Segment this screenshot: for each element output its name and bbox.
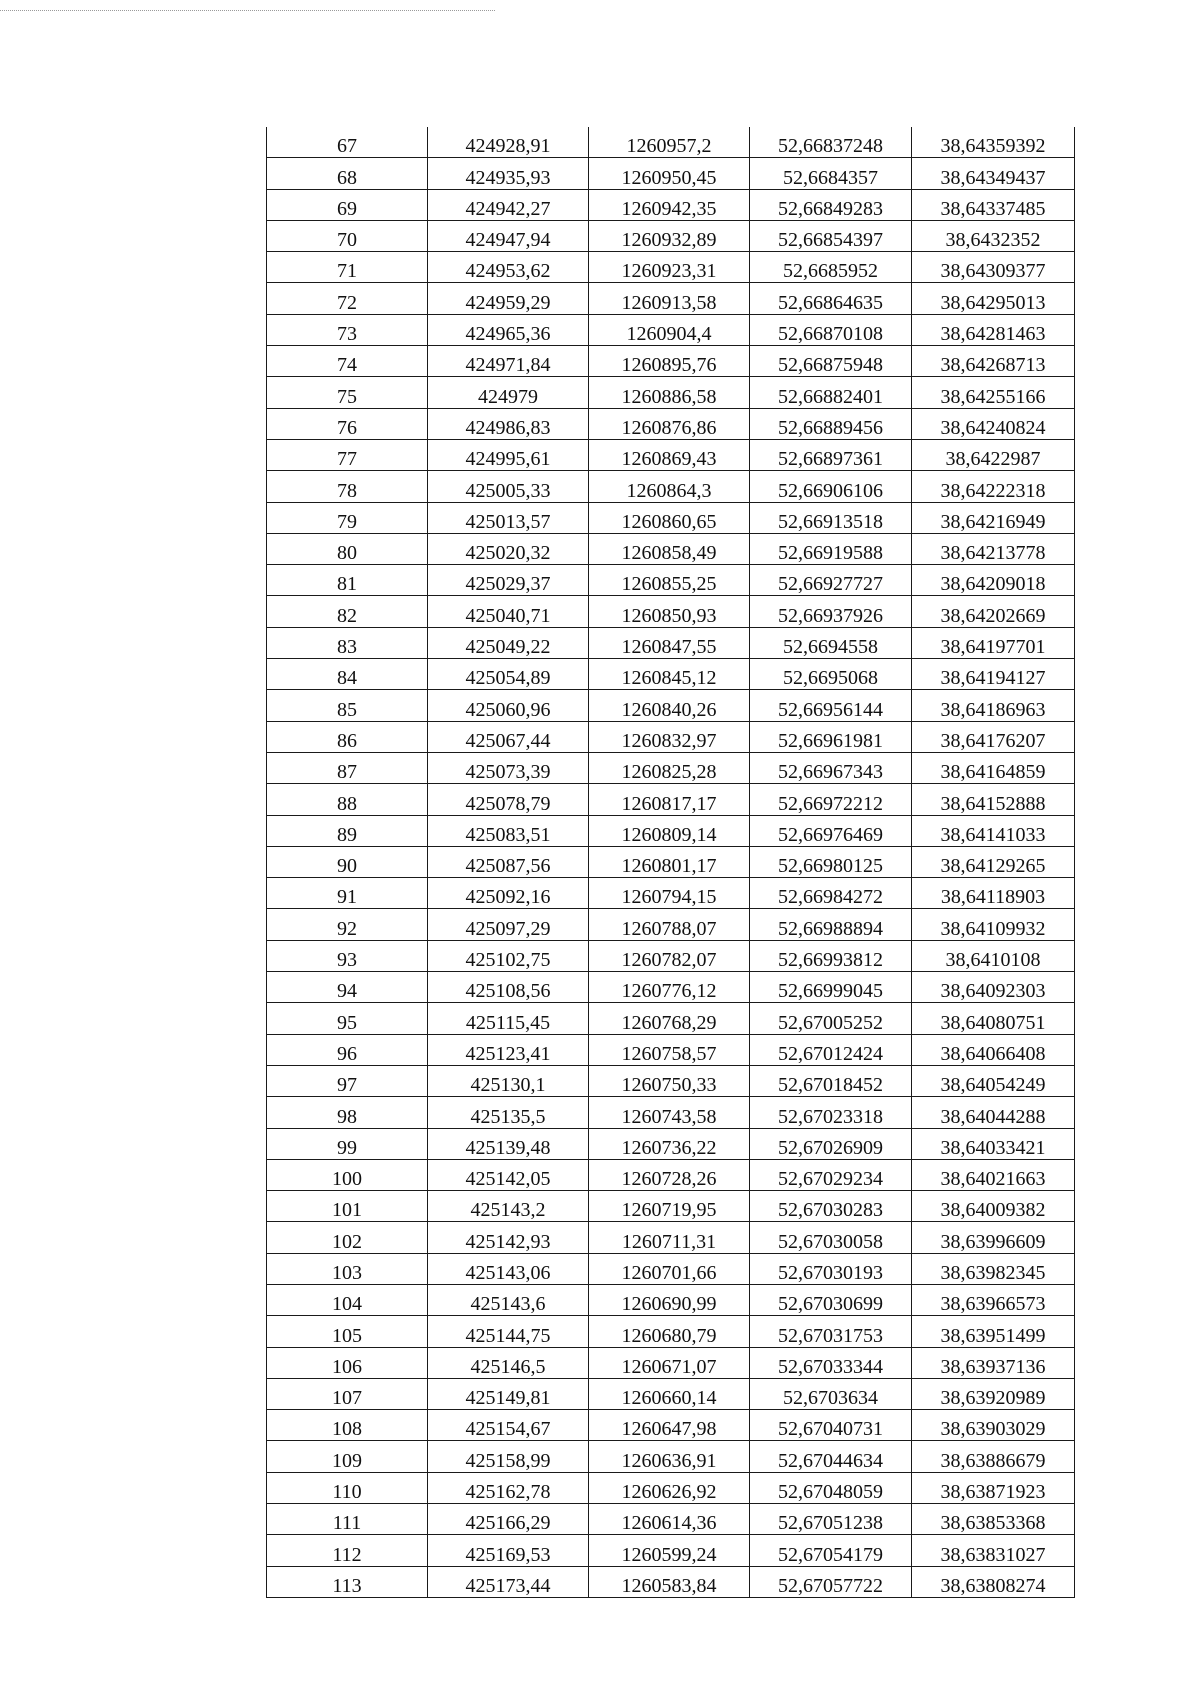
- longitude-cell: 38,64176207: [912, 721, 1075, 752]
- y-coordinate-cell: 1260855,25: [589, 565, 750, 596]
- y-coordinate-cell: 1260904,4: [589, 314, 750, 345]
- y-coordinate-cell: 1260758,57: [589, 1034, 750, 1065]
- latitude-cell: 52,67040731: [750, 1410, 912, 1441]
- table-row: [267, 721, 1075, 752]
- point-number-cell: 84: [267, 659, 428, 690]
- point-number-cell: 67: [267, 127, 428, 158]
- latitude-cell: 52,66976469: [750, 815, 912, 846]
- point-number-cell: 109: [267, 1441, 428, 1472]
- table-row: [267, 815, 1075, 846]
- point-number-cell: 106: [267, 1347, 428, 1378]
- y-coordinate-cell: 1260801,17: [589, 846, 750, 877]
- y-coordinate-cell: 1260788,07: [589, 909, 750, 940]
- coordinates-table-body: [267, 127, 1075, 1597]
- y-coordinate-cell: 1260719,95: [589, 1191, 750, 1222]
- x-coordinate-cell: 425166,29: [428, 1504, 589, 1535]
- table-row: [267, 346, 1075, 377]
- x-coordinate-cell: 425130,1: [428, 1065, 589, 1096]
- point-number-cell: 95: [267, 1003, 428, 1034]
- table-row: [267, 1347, 1075, 1378]
- latitude-cell: 52,66919588: [750, 533, 912, 564]
- longitude-cell: 38,64222318: [912, 471, 1075, 502]
- latitude-cell: 52,66984272: [750, 878, 912, 909]
- point-number-cell: 72: [267, 283, 428, 314]
- point-number-cell: 69: [267, 189, 428, 220]
- x-coordinate-cell: 425013,57: [428, 502, 589, 533]
- table-row: [267, 565, 1075, 596]
- point-number-cell: 102: [267, 1222, 428, 1253]
- longitude-cell: 38,64092303: [912, 972, 1075, 1003]
- table-row: [267, 1284, 1075, 1315]
- y-coordinate-cell: 1260809,14: [589, 815, 750, 846]
- point-number-cell: 70: [267, 220, 428, 251]
- point-number-cell: 87: [267, 752, 428, 783]
- longitude-cell: 38,64281463: [912, 314, 1075, 345]
- latitude-cell: 52,6703634: [750, 1378, 912, 1409]
- point-number-cell: 110: [267, 1472, 428, 1503]
- x-coordinate-cell: 425142,05: [428, 1159, 589, 1190]
- longitude-cell: 38,64118903: [912, 878, 1075, 909]
- y-coordinate-cell: 1260750,33: [589, 1065, 750, 1096]
- table-row: [267, 940, 1075, 971]
- table-row: [267, 690, 1075, 721]
- point-number-cell: 71: [267, 252, 428, 283]
- table-row: [267, 1441, 1075, 1472]
- y-coordinate-cell: 1260817,17: [589, 784, 750, 815]
- point-number-cell: 100: [267, 1159, 428, 1190]
- latitude-cell: 52,66906106: [750, 471, 912, 502]
- y-coordinate-cell: 1260636,91: [589, 1441, 750, 1472]
- table-row: [267, 252, 1075, 283]
- latitude-cell: 52,66889456: [750, 408, 912, 439]
- x-coordinate-cell: 425143,6: [428, 1284, 589, 1315]
- point-number-cell: 80: [267, 533, 428, 564]
- table-row: [267, 1065, 1075, 1096]
- point-number-cell: 85: [267, 690, 428, 721]
- y-coordinate-cell: 1260876,86: [589, 408, 750, 439]
- point-number-cell: 107: [267, 1378, 428, 1409]
- latitude-cell: 52,66927727: [750, 565, 912, 596]
- latitude-cell: 52,6695068: [750, 659, 912, 690]
- y-coordinate-cell: 1260950,45: [589, 158, 750, 189]
- x-coordinate-cell: 425097,29: [428, 909, 589, 940]
- longitude-cell: 38,64044288: [912, 1097, 1075, 1128]
- x-coordinate-cell: 425108,56: [428, 972, 589, 1003]
- y-coordinate-cell: 1260599,24: [589, 1535, 750, 1566]
- longitude-cell: 38,64066408: [912, 1034, 1075, 1065]
- point-number-cell: 92: [267, 909, 428, 940]
- latitude-cell: 52,67023318: [750, 1097, 912, 1128]
- table-row: [267, 659, 1075, 690]
- latitude-cell: 52,66897361: [750, 439, 912, 470]
- latitude-cell: 52,67026909: [750, 1128, 912, 1159]
- latitude-cell: 52,66956144: [750, 690, 912, 721]
- table-row: [267, 784, 1075, 815]
- longitude-cell: 38,64213778: [912, 533, 1075, 564]
- x-coordinate-cell: 425143,2: [428, 1191, 589, 1222]
- table-row: [267, 1159, 1075, 1190]
- table-row: [267, 1378, 1075, 1409]
- y-coordinate-cell: 1260660,14: [589, 1378, 750, 1409]
- x-coordinate-cell: 424953,62: [428, 252, 589, 283]
- point-number-cell: 68: [267, 158, 428, 189]
- x-coordinate-cell: 424935,93: [428, 158, 589, 189]
- longitude-cell: 38,63808274: [912, 1566, 1075, 1597]
- y-coordinate-cell: 1260743,58: [589, 1097, 750, 1128]
- point-number-cell: 97: [267, 1065, 428, 1096]
- longitude-cell: 38,64202669: [912, 596, 1075, 627]
- latitude-cell: 52,67018452: [750, 1065, 912, 1096]
- x-coordinate-cell: 425139,48: [428, 1128, 589, 1159]
- x-coordinate-cell: 425146,5: [428, 1347, 589, 1378]
- x-coordinate-cell: 425149,81: [428, 1378, 589, 1409]
- y-coordinate-cell: 1260840,26: [589, 690, 750, 721]
- longitude-cell: 38,63982345: [912, 1253, 1075, 1284]
- longitude-cell: 38,64359392: [912, 127, 1075, 158]
- x-coordinate-cell: 424979: [428, 377, 589, 408]
- latitude-cell: 52,67051238: [750, 1504, 912, 1535]
- table-row: [267, 1566, 1075, 1597]
- table-row: [267, 1222, 1075, 1253]
- y-coordinate-cell: 1260860,65: [589, 502, 750, 533]
- y-coordinate-cell: 1260583,84: [589, 1566, 750, 1597]
- table-row: [267, 533, 1075, 564]
- point-number-cell: 112: [267, 1535, 428, 1566]
- x-coordinate-cell: 424965,36: [428, 314, 589, 345]
- latitude-cell: 52,67031753: [750, 1316, 912, 1347]
- table-row: [267, 1535, 1075, 1566]
- longitude-cell: 38,63996609: [912, 1222, 1075, 1253]
- y-coordinate-cell: 1260647,98: [589, 1410, 750, 1441]
- table-row: [267, 314, 1075, 345]
- y-coordinate-cell: 1260845,12: [589, 659, 750, 690]
- x-coordinate-cell: 424947,94: [428, 220, 589, 251]
- latitude-cell: 52,6694558: [750, 627, 912, 658]
- table-row: [267, 878, 1075, 909]
- longitude-cell: 38,64349437: [912, 158, 1075, 189]
- longitude-cell: 38,63903029: [912, 1410, 1075, 1441]
- table-row: [267, 909, 1075, 940]
- table-row: [267, 972, 1075, 1003]
- y-coordinate-cell: 1260832,97: [589, 721, 750, 752]
- table-row: [267, 1003, 1075, 1034]
- latitude-cell: 52,67030699: [750, 1284, 912, 1315]
- y-coordinate-cell: 1260776,12: [589, 972, 750, 1003]
- latitude-cell: 52,66961981: [750, 721, 912, 752]
- y-coordinate-cell: 1260782,07: [589, 940, 750, 971]
- point-number-cell: 83: [267, 627, 428, 658]
- point-number-cell: 111: [267, 1504, 428, 1535]
- x-coordinate-cell: 424986,83: [428, 408, 589, 439]
- longitude-cell: 38,64141033: [912, 815, 1075, 846]
- y-coordinate-cell: 1260680,79: [589, 1316, 750, 1347]
- point-number-cell: 99: [267, 1128, 428, 1159]
- y-coordinate-cell: 1260886,58: [589, 377, 750, 408]
- x-coordinate-cell: 424959,29: [428, 283, 589, 314]
- point-number-cell: 91: [267, 878, 428, 909]
- x-coordinate-cell: 424995,61: [428, 439, 589, 470]
- table-row: [267, 1504, 1075, 1535]
- point-number-cell: 75: [267, 377, 428, 408]
- latitude-cell: 52,66999045: [750, 972, 912, 1003]
- longitude-cell: 38,63886679: [912, 1441, 1075, 1472]
- longitude-cell: 38,63966573: [912, 1284, 1075, 1315]
- x-coordinate-cell: 425154,67: [428, 1410, 589, 1441]
- latitude-cell: 52,67057722: [750, 1566, 912, 1597]
- point-number-cell: 96: [267, 1034, 428, 1065]
- longitude-cell: 38,64129265: [912, 846, 1075, 877]
- longitude-cell: 38,64295013: [912, 283, 1075, 314]
- table-row: [267, 1316, 1075, 1347]
- latitude-cell: 52,66870108: [750, 314, 912, 345]
- latitude-cell: 52,67033344: [750, 1347, 912, 1378]
- point-number-cell: 94: [267, 972, 428, 1003]
- longitude-cell: 38,64255166: [912, 377, 1075, 408]
- point-number-cell: 108: [267, 1410, 428, 1441]
- latitude-cell: 52,66937926: [750, 596, 912, 627]
- point-number-cell: 98: [267, 1097, 428, 1128]
- longitude-cell: 38,64186963: [912, 690, 1075, 721]
- longitude-cell: 38,6432352: [912, 220, 1075, 251]
- y-coordinate-cell: 1260626,92: [589, 1472, 750, 1503]
- table-row: [267, 1472, 1075, 1503]
- point-number-cell: 81: [267, 565, 428, 596]
- point-number-cell: 79: [267, 502, 428, 533]
- longitude-cell: 38,64268713: [912, 346, 1075, 377]
- table-row: [267, 471, 1075, 502]
- latitude-cell: 52,66837248: [750, 127, 912, 158]
- point-number-cell: 74: [267, 346, 428, 377]
- longitude-cell: 38,64009382: [912, 1191, 1075, 1222]
- longitude-cell: 38,64209018: [912, 565, 1075, 596]
- point-number-cell: 113: [267, 1566, 428, 1597]
- latitude-cell: 52,67030193: [750, 1253, 912, 1284]
- x-coordinate-cell: 425115,45: [428, 1003, 589, 1034]
- x-coordinate-cell: 425073,39: [428, 752, 589, 783]
- x-coordinate-cell: 425029,37: [428, 565, 589, 596]
- x-coordinate-cell: 425054,89: [428, 659, 589, 690]
- x-coordinate-cell: 425169,53: [428, 1535, 589, 1566]
- scan-artifact-line: [0, 10, 495, 11]
- point-number-cell: 78: [267, 471, 428, 502]
- longitude-cell: 38,64033421: [912, 1128, 1075, 1159]
- longitude-cell: 38,63853368: [912, 1504, 1075, 1535]
- latitude-cell: 52,67030058: [750, 1222, 912, 1253]
- y-coordinate-cell: 1260942,35: [589, 189, 750, 220]
- y-coordinate-cell: 1260701,66: [589, 1253, 750, 1284]
- point-number-cell: 104: [267, 1284, 428, 1315]
- y-coordinate-cell: 1260895,76: [589, 346, 750, 377]
- point-number-cell: 101: [267, 1191, 428, 1222]
- x-coordinate-cell: 425092,16: [428, 878, 589, 909]
- latitude-cell: 52,66913518: [750, 502, 912, 533]
- y-coordinate-cell: 1260864,3: [589, 471, 750, 502]
- x-coordinate-cell: 424942,27: [428, 189, 589, 220]
- longitude-cell: 38,64021663: [912, 1159, 1075, 1190]
- x-coordinate-cell: 425173,44: [428, 1566, 589, 1597]
- y-coordinate-cell: 1260728,26: [589, 1159, 750, 1190]
- x-coordinate-cell: 425083,51: [428, 815, 589, 846]
- y-coordinate-cell: 1260858,49: [589, 533, 750, 564]
- latitude-cell: 52,67030283: [750, 1191, 912, 1222]
- x-coordinate-cell: 425135,5: [428, 1097, 589, 1128]
- table-row: [267, 408, 1075, 439]
- table-row: [267, 189, 1075, 220]
- x-coordinate-cell: 425020,32: [428, 533, 589, 564]
- longitude-cell: 38,6422987: [912, 439, 1075, 470]
- x-coordinate-cell: 425144,75: [428, 1316, 589, 1347]
- table-row: [267, 127, 1075, 158]
- y-coordinate-cell: 1260923,31: [589, 252, 750, 283]
- table-row: [267, 1410, 1075, 1441]
- table-row: [267, 1253, 1075, 1284]
- longitude-cell: 38,63920989: [912, 1378, 1075, 1409]
- table-row: [267, 1097, 1075, 1128]
- table-row: [267, 158, 1075, 189]
- coordinates-table: [266, 127, 1075, 1598]
- latitude-cell: 52,67005252: [750, 1003, 912, 1034]
- y-coordinate-cell: 1260736,22: [589, 1128, 750, 1159]
- longitude-cell: 38,63951499: [912, 1316, 1075, 1347]
- y-coordinate-cell: 1260847,55: [589, 627, 750, 658]
- y-coordinate-cell: 1260869,43: [589, 439, 750, 470]
- y-coordinate-cell: 1260690,99: [589, 1284, 750, 1315]
- latitude-cell: 52,67012424: [750, 1034, 912, 1065]
- point-number-cell: 73: [267, 314, 428, 345]
- table-row: [267, 846, 1075, 877]
- longitude-cell: 38,64164859: [912, 752, 1075, 783]
- x-coordinate-cell: 425102,75: [428, 940, 589, 971]
- latitude-cell: 52,6684357: [750, 158, 912, 189]
- y-coordinate-cell: 1260768,29: [589, 1003, 750, 1034]
- y-coordinate-cell: 1260825,28: [589, 752, 750, 783]
- table-row: [267, 377, 1075, 408]
- x-coordinate-cell: 425143,06: [428, 1253, 589, 1284]
- x-coordinate-cell: 425040,71: [428, 596, 589, 627]
- latitude-cell: 52,66882401: [750, 377, 912, 408]
- x-coordinate-cell: 425158,99: [428, 1441, 589, 1472]
- y-coordinate-cell: 1260794,15: [589, 878, 750, 909]
- x-coordinate-cell: 424971,84: [428, 346, 589, 377]
- latitude-cell: 52,66849283: [750, 189, 912, 220]
- longitude-cell: 38,63937136: [912, 1347, 1075, 1378]
- longitude-cell: 38,64194127: [912, 659, 1075, 690]
- y-coordinate-cell: 1260614,36: [589, 1504, 750, 1535]
- y-coordinate-cell: 1260850,93: [589, 596, 750, 627]
- x-coordinate-cell: 425049,22: [428, 627, 589, 658]
- x-coordinate-cell: 425060,96: [428, 690, 589, 721]
- longitude-cell: 38,64197701: [912, 627, 1075, 658]
- longitude-cell: 38,64309377: [912, 252, 1075, 283]
- y-coordinate-cell: 1260913,58: [589, 283, 750, 314]
- longitude-cell: 38,6410108: [912, 940, 1075, 971]
- point-number-cell: 93: [267, 940, 428, 971]
- latitude-cell: 52,66875948: [750, 346, 912, 377]
- table-row: [267, 627, 1075, 658]
- table-row: [267, 1191, 1075, 1222]
- point-number-cell: 103: [267, 1253, 428, 1284]
- point-number-cell: 90: [267, 846, 428, 877]
- table-row: [267, 220, 1075, 251]
- latitude-cell: 52,66854397: [750, 220, 912, 251]
- point-number-cell: 76: [267, 408, 428, 439]
- x-coordinate-cell: 425142,93: [428, 1222, 589, 1253]
- longitude-cell: 38,64054249: [912, 1065, 1075, 1096]
- table-row: [267, 1128, 1075, 1159]
- longitude-cell: 38,64240824: [912, 408, 1075, 439]
- latitude-cell: 52,66972212: [750, 784, 912, 815]
- longitude-cell: 38,63871923: [912, 1472, 1075, 1503]
- latitude-cell: 52,67029234: [750, 1159, 912, 1190]
- latitude-cell: 52,66993812: [750, 940, 912, 971]
- point-number-cell: 89: [267, 815, 428, 846]
- x-coordinate-cell: 425067,44: [428, 721, 589, 752]
- point-number-cell: 88: [267, 784, 428, 815]
- table-row: [267, 439, 1075, 470]
- latitude-cell: 52,66864635: [750, 283, 912, 314]
- latitude-cell: 52,6685952: [750, 252, 912, 283]
- latitude-cell: 52,67044634: [750, 1441, 912, 1472]
- table-row: [267, 502, 1075, 533]
- table-row: [267, 1034, 1075, 1065]
- longitude-cell: 38,64152888: [912, 784, 1075, 815]
- y-coordinate-cell: 1260932,89: [589, 220, 750, 251]
- latitude-cell: 52,67048059: [750, 1472, 912, 1503]
- x-coordinate-cell: 424928,91: [428, 127, 589, 158]
- table-row: [267, 752, 1075, 783]
- latitude-cell: 52,66967343: [750, 752, 912, 783]
- point-number-cell: 105: [267, 1316, 428, 1347]
- x-coordinate-cell: 425005,33: [428, 471, 589, 502]
- latitude-cell: 52,67054179: [750, 1535, 912, 1566]
- x-coordinate-cell: 425087,56: [428, 846, 589, 877]
- table-row: [267, 283, 1075, 314]
- x-coordinate-cell: 425123,41: [428, 1034, 589, 1065]
- longitude-cell: 38,64080751: [912, 1003, 1075, 1034]
- point-number-cell: 82: [267, 596, 428, 627]
- latitude-cell: 52,66980125: [750, 846, 912, 877]
- longitude-cell: 38,64337485: [912, 189, 1075, 220]
- x-coordinate-cell: 425078,79: [428, 784, 589, 815]
- longitude-cell: 38,63831027: [912, 1535, 1075, 1566]
- longitude-cell: 38,64109932: [912, 909, 1075, 940]
- point-number-cell: 86: [267, 721, 428, 752]
- y-coordinate-cell: 1260711,31: [589, 1222, 750, 1253]
- longitude-cell: 38,64216949: [912, 502, 1075, 533]
- table-row: [267, 596, 1075, 627]
- point-number-cell: 77: [267, 439, 428, 470]
- x-coordinate-cell: 425162,78: [428, 1472, 589, 1503]
- y-coordinate-cell: 1260957,2: [589, 127, 750, 158]
- latitude-cell: 52,66988894: [750, 909, 912, 940]
- y-coordinate-cell: 1260671,07: [589, 1347, 750, 1378]
